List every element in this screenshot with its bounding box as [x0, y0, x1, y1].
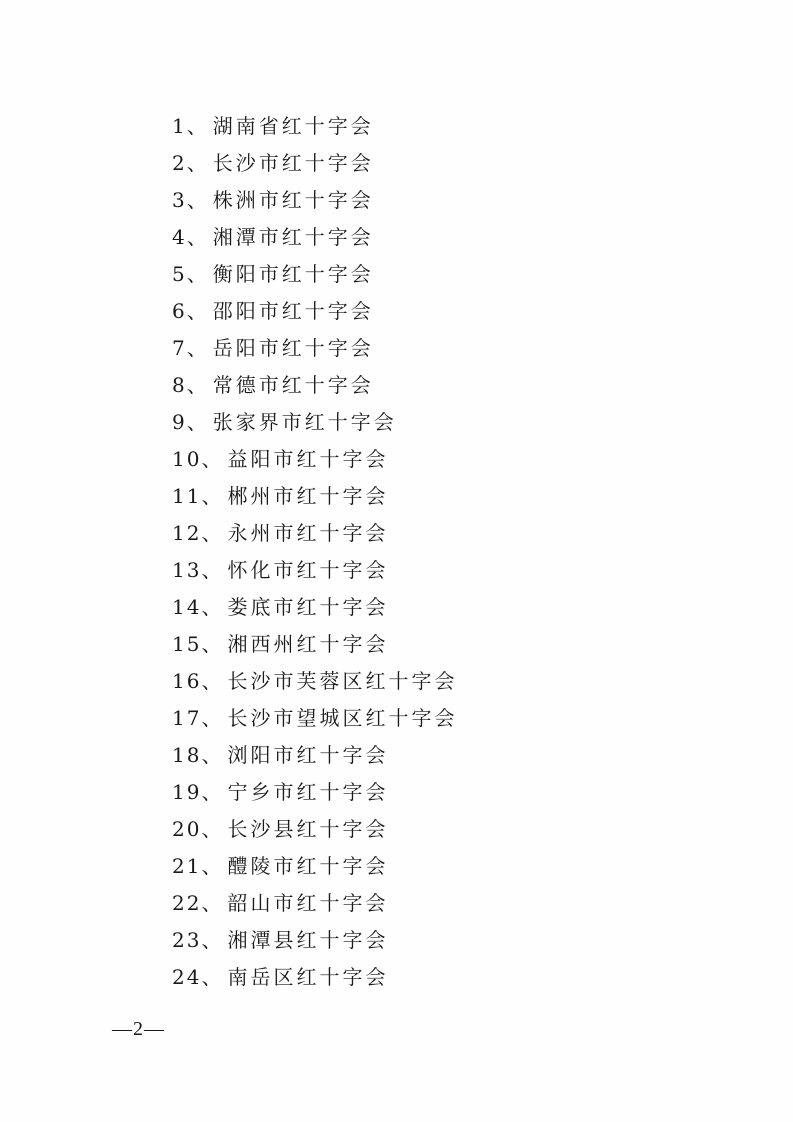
- list-item: [172, 293, 457, 330]
- item-separator: 、: [201, 706, 224, 730]
- item-number: 7: [172, 336, 187, 360]
- list-item: [172, 515, 457, 552]
- organization-name: 邵阳市红十字会: [212, 299, 374, 323]
- list-item: [172, 811, 457, 848]
- list-item: [172, 330, 457, 367]
- list-item: [172, 737, 457, 774]
- item-number: 20: [172, 817, 202, 841]
- item-separator: 、: [201, 780, 224, 804]
- list-item: [172, 219, 457, 256]
- list-item: [172, 774, 457, 811]
- organization-name: 常德市红十字会: [212, 373, 374, 397]
- list-item: [172, 256, 457, 293]
- list-item: [172, 589, 457, 626]
- item-separator: 、: [201, 743, 224, 767]
- organization-name: 湖南省红十字会: [212, 114, 374, 138]
- item-separator: 、: [201, 447, 224, 471]
- list-item: [172, 108, 457, 145]
- item-separator: 、: [186, 336, 209, 360]
- item-separator: 、: [186, 114, 209, 138]
- item-number: 23: [172, 928, 202, 952]
- organization-name: 湘西州红十字会: [227, 632, 389, 656]
- list-item: [172, 922, 457, 959]
- item-number: 16: [172, 669, 202, 693]
- item-number: 5: [172, 262, 187, 286]
- item-number: 17: [172, 706, 202, 730]
- item-separator: 、: [201, 669, 224, 693]
- item-separator: 、: [186, 188, 209, 212]
- organization-name: 娄底市红十字会: [227, 595, 389, 619]
- item-number: 2: [172, 151, 187, 175]
- list-item: [172, 700, 457, 737]
- item-separator: 、: [186, 410, 209, 434]
- item-number: 13: [172, 558, 202, 582]
- item-number: 15: [172, 632, 202, 656]
- item-separator: 、: [201, 854, 224, 878]
- list-item: [172, 885, 457, 922]
- item-number: 12: [172, 521, 202, 545]
- list-item: [172, 959, 457, 996]
- item-number: 4: [172, 225, 187, 249]
- item-separator: 、: [186, 225, 209, 249]
- item-number: 19: [172, 780, 202, 804]
- organization-name: 株洲市红十字会: [212, 188, 374, 212]
- item-number: 3: [172, 188, 187, 212]
- item-number: 8: [172, 373, 187, 397]
- item-separator: 、: [186, 151, 209, 175]
- organization-name: 韶山市红十字会: [227, 891, 389, 915]
- organization-name: 永州市红十字会: [227, 521, 389, 545]
- item-separator: 、: [201, 595, 224, 619]
- organization-name: 南岳区红十字会: [227, 965, 389, 989]
- organization-name: 宁乡市红十字会: [227, 780, 389, 804]
- organization-name: 益阳市红十字会: [227, 447, 389, 471]
- organization-name: 长沙县红十字会: [227, 817, 389, 841]
- item-separator: 、: [186, 262, 209, 286]
- list-item: [172, 441, 457, 478]
- organization-name: 岳阳市红十字会: [212, 336, 374, 360]
- organization-name: 醴陵市红十字会: [227, 854, 389, 878]
- item-separator: 、: [186, 373, 209, 397]
- list-item: [172, 367, 457, 404]
- list-item: [172, 404, 457, 441]
- item-number: 22: [172, 891, 202, 915]
- list-item: [172, 145, 457, 182]
- list-item: [172, 626, 457, 663]
- list-item: [172, 848, 457, 885]
- item-number: 6: [172, 299, 187, 323]
- item-separator: 、: [201, 632, 224, 656]
- item-separator: 、: [201, 928, 224, 952]
- item-number: 1: [172, 114, 187, 138]
- organization-name: 湘潭县红十字会: [227, 928, 389, 952]
- item-separator: 、: [201, 484, 224, 508]
- item-number: 18: [172, 743, 202, 767]
- list-item: [172, 182, 457, 219]
- item-number: 9: [172, 410, 187, 434]
- item-number: 10: [172, 447, 202, 471]
- item-separator: 、: [201, 817, 224, 841]
- list-item: [172, 552, 457, 589]
- organization-name: 衡阳市红十字会: [212, 262, 374, 286]
- organization-name: 郴州市红十字会: [227, 484, 389, 508]
- organization-list: [172, 108, 457, 996]
- item-number: 21: [172, 854, 202, 878]
- item-separator: 、: [201, 521, 224, 545]
- item-separator: 、: [201, 965, 224, 989]
- organization-name: 湘潭市红十字会: [212, 225, 374, 249]
- item-number: 24: [172, 965, 202, 989]
- organization-name: 长沙市望城区红十字会: [227, 706, 458, 730]
- organization-name: 长沙市芙蓉区红十字会: [227, 669, 458, 693]
- item-separator: 、: [201, 558, 224, 582]
- list-item: [172, 478, 457, 515]
- organization-name: 怀化市红十字会: [227, 558, 389, 582]
- item-separator: 、: [186, 299, 209, 323]
- organization-name: 浏阳市红十字会: [227, 743, 389, 767]
- list-item: [172, 663, 457, 700]
- organization-name: 张家界市红十字会: [212, 410, 397, 434]
- item-separator: 、: [201, 891, 224, 915]
- page-number: —2—: [112, 1018, 165, 1040]
- item-number: 11: [172, 484, 202, 508]
- item-number: 14: [172, 595, 202, 619]
- organization-name: 长沙市红十字会: [212, 151, 374, 175]
